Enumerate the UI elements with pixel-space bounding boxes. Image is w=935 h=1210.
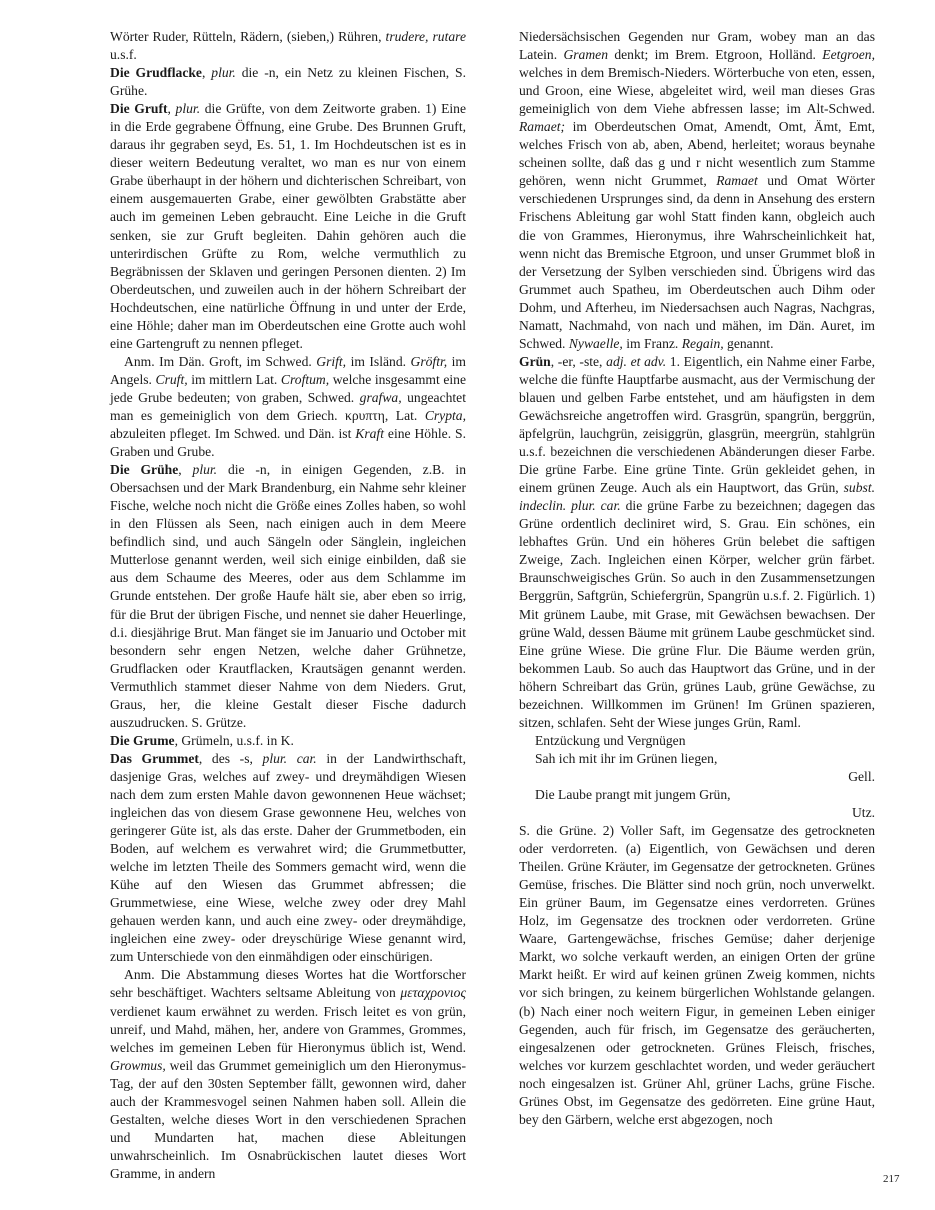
page-number: 217: [883, 1173, 900, 1185]
paragraph: [519, 822, 875, 1129]
italic-text: Nywaelle,: [568, 335, 623, 351]
italic-text: plur.: [192, 462, 218, 478]
entry-headword: Die Grume: [110, 732, 175, 748]
left-column: [110, 28, 466, 1183]
italic-text: plur. car.: [262, 750, 317, 766]
text: 1. Eigentlich, ein Nahme einer Farbe, welche die fünfte Hauptfarbe ausmacht, aus der Vermischung der blauen und gelben Farbe entstehet, und am häufigsten in dem Gewächsreiche angetroffen wird. Grasgrün, spangrün, berggrün, äpfelgrün, lauchgrün, zeisiggrün, glasgrün, meergrün, stahlgrün u.s.f. bezeichnen die verschiedenen Abänderungen dieser Farbe. Die grüne Farbe. Eine grüne Tinte. Grün gekleidet gehen, in einem grünen Zeuge. Auch als ein Hauptwort, das Grün,: [519, 353, 875, 496]
paragraph: [110, 461, 466, 732]
paragraph: [110, 28, 466, 64]
italic-text: Grift,: [316, 353, 347, 369]
paragraph: [110, 64, 466, 100]
italic-text: μεταχρονιος: [400, 985, 466, 1001]
italic-text: Kraft: [355, 426, 384, 442]
text: weil das Grummet gemeiniglich um den Hieronymus-Tag, der auf den 30sten September fällt, gewonnen wird, daher auch der Krammesvogel seinen Nahmen haben soll. Allein die Gestalten, welche dieses Wort in den verschiedenen Sprachen und Mundarten hat, machen diese Ableitungen unwahrscheinlich. Im Osnabrückischen lautet dieses Wort Gramme, in andern: [110, 1057, 466, 1181]
italic-text: Cruft,: [155, 371, 188, 387]
text: S. die Grüne. 2) Voller Saft, im Gegensatze des getrockneten oder verdorreten. (a) Eigentlich, von Gewächsen und deren Theilen. Grüne Kräuter, im Gegensatze der getrockneten. Grünes Gemüse, frisches. Die Blätter sind noch grün, noch unverwelkt. Ein grüner Baum, im Gegensatze eines verdorreten. Grünes Holz, im Gegensatze des trocknen oder verdorreten. Grüne Waare, Gartengewächse, frisches Gemüse; daher derjenige Markt, wo solche verkauft werden, an einigen Orten der grüne Markt heißt. Er wird auf keinen grünen Zweig kommen, nichts vor sich bringen, zu keinem bürgerlichen Wohlstande gelangen. (b) Nach einer noch weitern Figur, in gemeinen Leben einiger Gegenden, auch für frisch, im Gegensatze des geräucherten, eingesalzenen oder getrockneten. Grünes Fleisch, frisches, welches vor kurzem geschlachtet worden, und weder geräuchert noch eingesalzen ist. Grüner Ahl, grüner Lachs, grüne Fische. Grünes Obst, im Gegensatze des gedörreten. Eine grüne Haut, bey den Gärbern, welche erst abgezogen, noch: [519, 823, 875, 1127]
italic-text: Crypta,: [424, 407, 466, 423]
text: im Isländ.: [346, 353, 411, 369]
verse-line: Die Laube prangt mit jungem Grün,: [535, 786, 731, 802]
text: , -er, -ste,: [550, 353, 607, 369]
entry-headword: Die Grudflacke: [110, 65, 202, 81]
verse-line: Sah ich mit ihr im Grünen liegen,: [535, 750, 718, 766]
italic-text: Eetgroen,: [822, 47, 875, 63]
text: die grüne Farbe zu bezeichnen; dagegen das Grüne ordentlich decliniret wird, S. Grau. Ein schönes, ein lebhaftes Grün. Und ein höheres Grün belebet die saftigen Zweige, Zach. Ingleichen einen Körper, welcher grün färbet. Braunschweigisches Grün. So auch in den Zusammensetzungen Berggrün, Saftgrün, Schiefergrün, Spangrün u.s.f. 2. Figürlich. 1) Mit grünem Laube, mit Grase, mit Gewächsen bewachsen. Der grüne Wald, dessen Bäume mit grünem Laube geschmücket sind. Eine grüne Wiese. Die grüne Flur. Die Bäume werden grün, bekommen Laub. So auch das Hauptwort das Grüne, und in der höhern Schreibart das Grün, grünes Laub, grüne Gewächse, zu bezeichnen. Willkommen im Grünen! Im Grünen spazieren, sitzen, schlafen. Seht der Wiese junges Grün, Raml.: [519, 498, 876, 730]
text: abzuleiten pfleget. Im Schwed. und Dän. ist: [110, 426, 356, 442]
text: die -n, ein Netz zu kleinen Fischen, S. Grühe.: [110, 65, 466, 99]
italic-text: Croftum,: [280, 371, 330, 387]
italic-text: Gramen: [563, 47, 609, 63]
paragraph: [110, 750, 466, 967]
text: verdienet kaum erwähnet zu werden. Frisch leitet es von grün, unreif, und Mahd, mähen, her, andere von Grammes, Grommes, welches im gemeinen Leben für Hieronymus üblich ist, Wend.: [110, 1003, 466, 1055]
text: , des -s,: [198, 750, 263, 766]
paragraph: [110, 732, 466, 750]
text: ,: [178, 462, 193, 478]
italic-text: Growmus,: [110, 1057, 166, 1073]
text: ungeachtet man es gemeiniglich von dem Griech. κρυπτη, Lat.: [110, 389, 466, 423]
text: im Oberdeutschen Omat, Amendt, Omt, Ämt, Emt, welches Frisch von ab, aben, Abend, herleitet; woraus beynahe scheinen sollte, daß das g und r nicht wesentlich zum Stamme gehören, wenn nicht Grummet,: [519, 119, 875, 189]
paragraph: [519, 28, 875, 353]
paragraph: [519, 353, 875, 732]
text: die -n, in einigen Gegenden, z.B. in Obersachsen und der Mark Brandenburg, ein Nahme sehr kleiner Fische, welche noch nicht die Größe eines Zolles haben, so wohl in den Flüssen als Seen, nach einigen auch in dem Meere befindlich sind, und auch Sängeln oder Sänglein, ingleichen Mutterlose genannt werden, weil sich einige einbilden, daß sie aus dem Schaume des Meeres, oder aus dem Schlamme im Grunde entstehen. Der große Haufe hält sie, aber eben so irrig, für die Brut der übrigen Fische, und nennet sie daher Heuerlinge, d.i. diesjährige Brut. Man fänget sie im Januario und October mit besondern sehr engen Netzen, welche daher Grühnetze, Grudflacken oder Krautflacken, Krautsägen genannt werden. Vermuthlich stammet dieser Nahme von dem Nieders. Grut, Graus, her, die kleine Gestalt dieser Fische dadurch auszudrucken. S. Grütze.: [110, 462, 466, 730]
entry-headword: Die Grühe: [110, 462, 179, 478]
text: Anm. Die Abstammung dieses Wortes hat die Wortforscher sehr beschäftiget. Wachters seltsame Ableitung von: [110, 967, 466, 1001]
text: denkt; im Brem. Etgroon, Holländ.: [608, 47, 823, 63]
paragraph: [110, 966, 466, 1183]
text: welches in dem Bremisch-Nieders. Wörterbuche von eten, essen, und Groon, eine Wiese, abgeleitet wird, weil man dieses Gras gemeiniglich von dem Viehe abfressen lasse; im Alt-Schwed.: [519, 65, 875, 117]
italic-text: grafwa,: [359, 389, 402, 405]
text: Wörter Ruder, Rütteln, Rädern, (sieben,) Rühren,: [110, 29, 386, 44]
text: welche insgesammt eine jede Grube bedeuten; von graben, Schwed.: [110, 371, 467, 405]
italic-text: Ramaet: [716, 173, 758, 189]
verse-attribution: Utz.: [851, 805, 875, 821]
verse-line: Entzückung und Vergnügen: [535, 732, 686, 748]
paragraph: [110, 100, 466, 353]
text: ,: [167, 101, 176, 117]
text: die Grüfte, von dem Zeitworte graben. 1) Eine in die Erde gegrabene Öffnung, eine Grube. Des Brunnen Gruft, daraus ihr gegraben seyd, Es. 51, 1. Im Hochdeutschen ist es in dieser weitern Bedeutung veraltet, wo man es nur von einem Grabe überhaupt in der höhern und dichterischen Schreibart, von einem ausgemauerten Grabe, einer gewölbten Grabstätte aber auch im gemeinen Leben gebraucht. Eine Leiche in die Gruft senken, sie zur Gruft begleiten. Dahin gehören auch die unterirdischen Grüfte zu Rom, welche vermuthlich zu Begräbnissen der Sklaven und geringen Personen dienten. 2) Im Oberdeutschen, und zuweilen auch in der höhern Schreibart der Hochdeutschen, eine natürliche Öffnung in und unter der Erde, eine Höhle; daher man im Oberdeutschen eine Grotte auch wohl eine Gartengruft zu nennen pfleget.: [110, 101, 466, 351]
text: und Omat Wörter verschiedenen Ursprunges sind, da denn in Ansehung des erstern Frischens Ableitung gar wohl Statt finden kann, obgleich auch die von Grammes, Hieronymus, ihre Wahrscheinlichkeit hat, wenn nicht das Bremische Etgroon, und unser Grummet bloß in der Versetzung der Sylben verschieden sind. Übrigens wird das Grummet auch Spatheu, im Oberdeutschen auch Dihm oder Dohm, und Afterheu, im Niedersachsen auch Nagras, Nachgras, Namatt, Nachmahd, von nach und mähen, im Dän. Auret, im Schwed.: [519, 173, 875, 351]
text: Niedersächsischen Gegenden nur Gram, wobey man an das Latein.: [519, 29, 875, 63]
right-column: [519, 28, 875, 1129]
italic-text: trudere, rutare: [385, 29, 466, 44]
text: im mittlern Lat.: [187, 371, 281, 387]
text: eine Höhle. S. Graben und Grube.: [110, 426, 466, 460]
italic-text: adj. et adv.: [606, 353, 667, 369]
text: im Angels.: [110, 353, 466, 387]
text: im Franz.: [622, 335, 682, 351]
text: u.s.f.: [110, 47, 137, 63]
entry-headword: Das Grummet: [110, 750, 199, 766]
text: genannt.: [723, 335, 774, 351]
italic-text: Gröftr,: [410, 353, 448, 369]
text: ,: [201, 65, 212, 81]
italic-text: Ramaet;: [519, 119, 566, 135]
italic-text: plur.: [175, 101, 201, 117]
text: Anm. Im Dän. Groft, im Schwed.: [124, 353, 317, 369]
entry-headword: Grün: [519, 353, 551, 369]
entry-headword: Die Gruft: [110, 101, 168, 117]
italic-text: subst. indeclin. plur. car.: [519, 480, 875, 514]
text: in der Landwirthschaft, dasjenige Gras, welches auf zwey- und dreymähdigen Wiesen nach dem zum ersten Mahle davon gewonnenen Heue wächset; ingleichen das von diesem Grase gewonnene Heu, welches von geringerer Güte ist, als das erste. Daher der Grummetboden, ein Boden, auf welchem es verwahret wird; die Grummetbutter, welche im letzten Theile des Sommers gemacht wird, wenn die Kühe auf den Wiesen das Grummet abfressen; die Grummetwiese, eine Wiese, welche zwey oder drey Mahl gehauen werden kann, und auch eine zwey- oder dreymähdige, ingleichen eine zwey- oder dreyschürige Wiese genannt wird, zum Unterschiede von den einmähdigen oder einschürigen.: [110, 750, 466, 965]
text: , Grümeln, u.s.f. in K.: [174, 732, 294, 748]
verse-attribution: Gell.: [848, 768, 875, 784]
italic-text: Regain,: [681, 335, 724, 351]
italic-text: plur.: [211, 65, 236, 81]
paragraph: [110, 353, 466, 461]
